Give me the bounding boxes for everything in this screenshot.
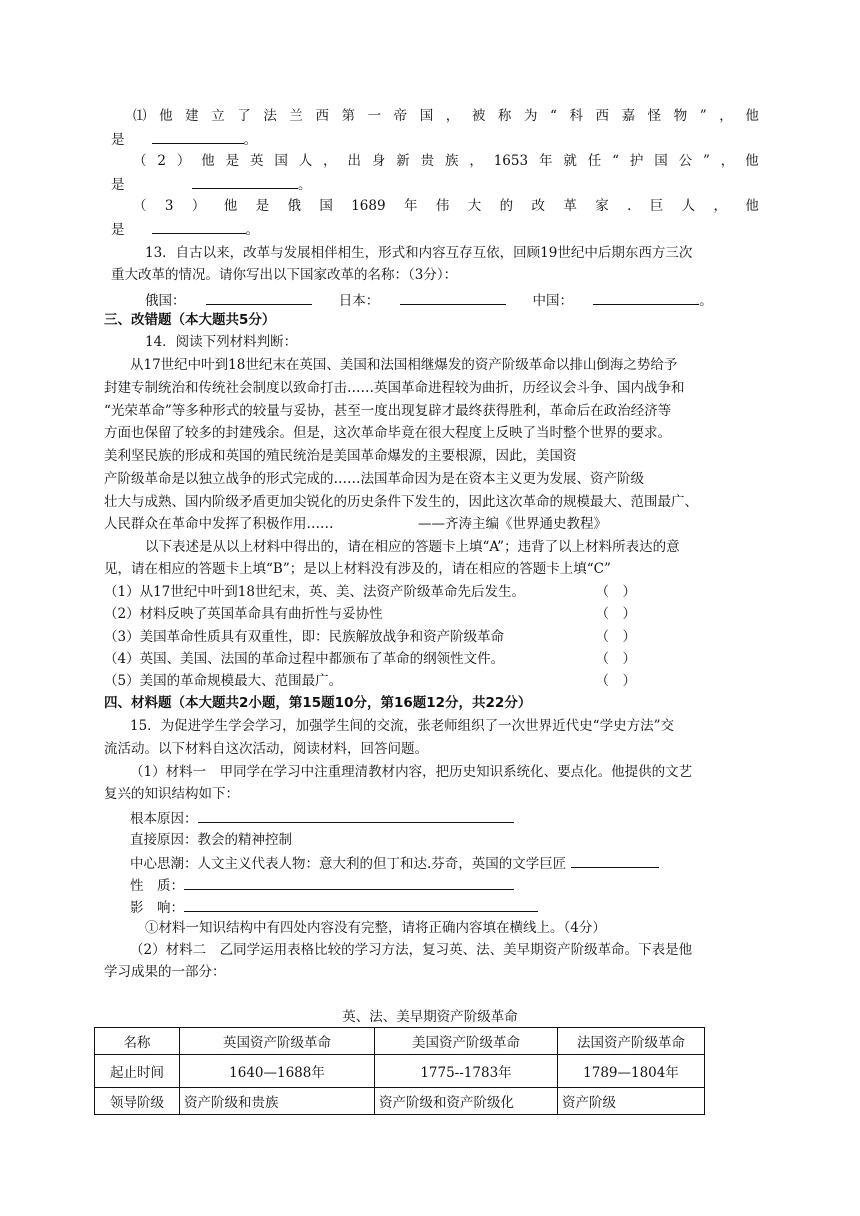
q12-token: 嘉 bbox=[621, 108, 636, 124]
q12-token: 他 bbox=[745, 153, 759, 169]
material-line: “光荣革命”等多种形式的较量与妥协，甚至一度出现复辟才最终获得胜利，革命后在政治经济等 bbox=[104, 403, 672, 419]
material-line: 壮大与成熟、国内阶级矛盾更加尖锐化的历史条件下发生的，因此这次革命的规模最大、范围最广、 bbox=[104, 494, 698, 510]
q12-token: 法 bbox=[263, 108, 277, 124]
q12-token: 科 bbox=[569, 108, 583, 124]
q12-token: ， bbox=[713, 198, 727, 214]
q12-item1-line2: 是 。 bbox=[111, 128, 257, 150]
q12-token: 2 bbox=[157, 153, 166, 169]
q12-token: 为 bbox=[523, 108, 538, 124]
q12-token: 国 bbox=[274, 153, 288, 169]
q12-token: 称 bbox=[497, 108, 512, 124]
root-cause-blank[interactable] bbox=[198, 807, 514, 823]
statement-3: （3）美国革命性质具有双重性，即：民族解放战争和资产阶级革命 （ ） bbox=[104, 629, 636, 645]
q12-token: 物 bbox=[673, 108, 688, 124]
q12-token: 西 bbox=[595, 108, 610, 124]
q12-token: 帝 bbox=[393, 108, 408, 124]
q12-token: 被 bbox=[471, 108, 486, 124]
material-line: 方面也保留了较多的封建残余。但是，这次革命毕竟在很大程度上反映了当时整个世界的要求。 bbox=[104, 425, 671, 441]
q12-token: 贵 bbox=[420, 153, 435, 169]
q12-token: “ bbox=[612, 153, 619, 169]
q12-token: 人 bbox=[681, 198, 696, 214]
statement-4: （4）英国、美国、法国的革命过程中都颁布了革命的纲领性文件。 （ ） bbox=[104, 651, 636, 667]
q12-token: 年 bbox=[538, 153, 553, 169]
table-header-cell: 英国资产阶级革命 bbox=[180, 1028, 375, 1055]
q12-token: . bbox=[627, 198, 632, 214]
table-cell: 领导阶级 bbox=[95, 1088, 180, 1115]
table-caption: 英、法、美早期资产阶级革命 bbox=[342, 1009, 518, 1025]
q12-token: 任 bbox=[587, 153, 602, 169]
table-cell: 资产阶级 bbox=[558, 1088, 705, 1115]
q12-token: 立 bbox=[211, 108, 225, 124]
q12-token: ” bbox=[699, 108, 707, 124]
q12-token: 俄 bbox=[287, 198, 301, 214]
table-cell: 1775--1783年 bbox=[375, 1055, 558, 1088]
q12-token: 他 bbox=[159, 108, 173, 124]
q12-token: 出 bbox=[347, 153, 361, 169]
q12-token: 他 bbox=[223, 198, 238, 214]
table-cell: 资产阶级和贵族 bbox=[180, 1088, 375, 1115]
q12-token: ， bbox=[720, 153, 735, 169]
material2-line1: （2）材料二 乙同学运用表格比较的学习方法，复习英、法、美早期资产阶级革命。下表是他 bbox=[130, 942, 693, 958]
q13-line1: 13．自古以来，改革与发展相伴相生，形式和内容互存互依，回顾19世纪中后期东西方三次 bbox=[145, 245, 693, 261]
table-header-cell: 名称 bbox=[95, 1028, 180, 1055]
material-source: ——齐涛主编《世界通史教程》 bbox=[418, 516, 607, 532]
q12-token: （ bbox=[133, 153, 147, 169]
section4-heading: 四、材料题（本大题共2小题，第15题10分，第16题12分，共22分） bbox=[104, 695, 532, 711]
q13-answers: 俄国： 日本： 中国： 。 bbox=[145, 289, 713, 311]
table-header-cell: 法国资产阶级革命 bbox=[558, 1028, 705, 1055]
instruction-line2: 见，请在相应的答题卡上填“B”；是以上材料没有涉及的，请在相应的答题卡上填“C” bbox=[104, 561, 611, 577]
q12-token: （ bbox=[133, 198, 147, 214]
q12-token: 怪 bbox=[647, 108, 662, 124]
q12-token: 改 bbox=[531, 198, 545, 214]
japan-answer-blank[interactable] bbox=[400, 289, 506, 305]
china-answer-blank[interactable] bbox=[593, 289, 699, 305]
q12-token: 新 bbox=[396, 153, 410, 169]
q12-token: 是 bbox=[255, 198, 270, 214]
q12-token: “ bbox=[550, 108, 557, 124]
q12-token: 兰 bbox=[289, 108, 303, 124]
material-line: 美利坚民族的形成和英国的殖民统治是美国革命爆发的主要根源，因此，美国资 bbox=[104, 448, 577, 464]
q12-token: 伟 bbox=[435, 198, 450, 214]
q15-line2: 流活动。以下材料自这次活动，阅读材料，回答问题。 bbox=[104, 741, 428, 757]
q12-token: 是 bbox=[225, 153, 240, 169]
q12-token: ” bbox=[702, 153, 710, 169]
russia-answer-blank[interactable] bbox=[206, 289, 312, 305]
material-line: 从17世纪中叶到18世纪末在英国、美国和法国相继爆发的资产阶级革命以排山倒海之势给予 bbox=[130, 357, 678, 373]
q12-token: 一 bbox=[367, 108, 382, 124]
q12-token: 他 bbox=[201, 153, 215, 169]
comparison-table bbox=[94, 1027, 705, 1115]
q12-token: 年 bbox=[403, 198, 418, 214]
q12-token: 就 bbox=[563, 153, 577, 169]
central-idea: 中心思潮：人文主义代表人物：意大利的但丁和达.芬奇，英国的文学巨匠 bbox=[130, 852, 659, 874]
answer-paren[interactable]: （ ） bbox=[595, 629, 636, 645]
statement-1: （1）从17世纪中叶到18世纪末，英、美、法资产阶级革命先后发生。 （ ） bbox=[104, 584, 636, 600]
section3-heading: 三、改错题（本大题共5分） bbox=[104, 312, 276, 328]
q12-token: 护 bbox=[629, 153, 644, 169]
material-line: 人民群众在革命中发挥了积极作用…… bbox=[104, 516, 334, 532]
answer-blank[interactable] bbox=[192, 173, 298, 189]
central-idea-blank[interactable] bbox=[571, 852, 659, 868]
q12-item3-line1 bbox=[133, 196, 759, 216]
q12-item2-line1 bbox=[133, 151, 759, 171]
q12-token: 国 bbox=[319, 198, 333, 214]
q12-token: ， bbox=[323, 153, 337, 169]
table-cell: 资产阶级和资产阶级化 bbox=[375, 1088, 558, 1115]
q12-item3-line2: 是 。 bbox=[111, 218, 259, 240]
q12-token: ， bbox=[469, 153, 483, 169]
q12-token: 革 bbox=[563, 198, 577, 214]
q12-token: 身 bbox=[371, 153, 386, 169]
q12-token: 他 bbox=[745, 198, 759, 214]
task1: ①材料一知识结构中有四处内容没有完整，请将正确内容填在横线上。（4分） bbox=[145, 920, 606, 936]
q12-item1-line1 bbox=[133, 106, 759, 126]
q12-token: 大 bbox=[467, 198, 482, 214]
root-cause: 根本原因： bbox=[130, 807, 514, 829]
q12-token: 的 bbox=[499, 198, 514, 214]
q12-token: 1689 bbox=[351, 198, 386, 214]
q12-token: 了 bbox=[237, 108, 251, 124]
q12-token: 人 bbox=[298, 153, 313, 169]
q12-token: ⑴ bbox=[133, 108, 147, 124]
q12-token: 巨 bbox=[649, 198, 664, 214]
answer-blank[interactable] bbox=[152, 218, 246, 234]
table-cell: 起止时间 bbox=[95, 1055, 180, 1088]
table-row bbox=[95, 1055, 705, 1088]
q12-token: ， bbox=[719, 108, 733, 124]
q12-item2-line2: 是 。 bbox=[111, 173, 312, 195]
material-line: 封建专制统治和传统社会制度以致命打击……英国革命进程较为曲折，历经议会斗争、国内战争和 bbox=[104, 380, 685, 396]
table-header-cell: 美国资产阶级革命 bbox=[375, 1028, 558, 1055]
q12-token: 1653 bbox=[493, 153, 529, 169]
table-cell: 1640—1688年 bbox=[180, 1055, 375, 1088]
direct-cause: 直接原因：教会的精神控制 bbox=[130, 832, 292, 848]
q12-token: 第 bbox=[341, 108, 355, 124]
nature-blank[interactable] bbox=[184, 874, 514, 890]
q12-token: 他 bbox=[745, 108, 759, 124]
statement-2: （2）材料反映了英国革命具有曲折性与妥协性 （ ） bbox=[104, 606, 636, 622]
q12-token: 族 bbox=[444, 153, 459, 169]
table-row bbox=[95, 1088, 705, 1115]
q12-token: 3 bbox=[164, 198, 174, 214]
material1-line1: （1）材料一 甲同学在学习中注重理清教材内容，把历史知识系统化、要点化。他提供的文艺 bbox=[130, 764, 693, 780]
nature: 性 质： bbox=[130, 874, 514, 896]
influence-blank[interactable] bbox=[184, 896, 538, 912]
statement-5: （5）美国的革命规模最大、范围最广。 （ ） bbox=[104, 673, 636, 689]
q12-token: 国 bbox=[654, 153, 668, 169]
q12-token: 家 bbox=[595, 198, 609, 214]
q12-token: 西 bbox=[315, 108, 329, 124]
q13-line2: 重大改革的情况。请你写出以下国家改革的名称：（3分）： bbox=[111, 267, 458, 283]
material-line: 产阶级革命是以独立战争的形式完成的……法国革命因为是在资本主义更为发展、资产阶级 bbox=[104, 471, 644, 487]
material1-line2: 复兴的知识结构如下： bbox=[104, 786, 239, 802]
answer-paren[interactable]: （ ） bbox=[595, 584, 636, 600]
q12-token: 国 bbox=[419, 108, 434, 124]
q12-token: 建 bbox=[185, 108, 199, 124]
answer-paren[interactable]: （ ） bbox=[595, 673, 636, 689]
q12-token: 英 bbox=[249, 153, 264, 169]
table-row bbox=[95, 1028, 705, 1055]
influence: 影 响： bbox=[130, 896, 538, 918]
q12-token: ） bbox=[191, 198, 206, 214]
q15-line1: 15．为促进学生学会学习，加强学生间的交流，张老师组织了一次世界近代史“学史方法”交 bbox=[130, 718, 674, 734]
instruction-line1: 以下表述是从以上材料中得出的，请在相应的答题卡上填“A”；违背了以上材料所表达的意 bbox=[145, 539, 680, 555]
table-cell: 1789—1804年 bbox=[558, 1055, 705, 1088]
answer-blank[interactable] bbox=[152, 128, 244, 144]
answer-paren[interactable]: （ ） bbox=[595, 606, 636, 622]
q14-intro: 14．阅读下列材料判断： bbox=[145, 334, 298, 350]
q12-token: 公 bbox=[678, 153, 693, 169]
answer-paren[interactable]: （ ） bbox=[595, 651, 636, 667]
material2-line2: 学习成果的一部分： bbox=[104, 964, 226, 980]
q12-token: ） bbox=[176, 153, 191, 169]
q12-token: ， bbox=[445, 108, 460, 124]
